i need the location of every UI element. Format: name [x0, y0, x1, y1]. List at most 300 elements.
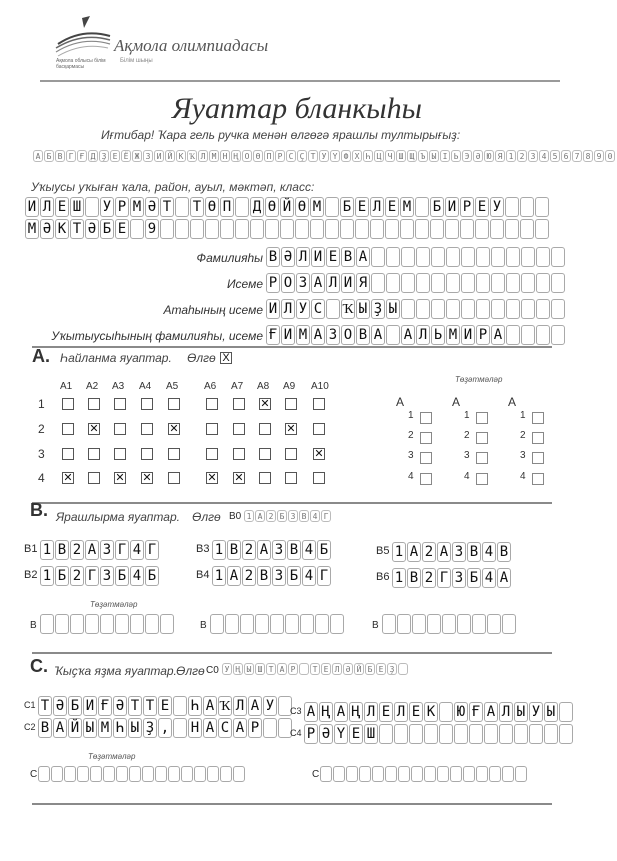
letter-cell[interactable]: 4: [482, 542, 496, 562]
section-c-correction-cells[interactable]: [38, 766, 245, 782]
letter-cell[interactable]: У: [529, 702, 543, 722]
letter-cell[interactable]: [401, 273, 415, 293]
correction-checkbox[interactable]: [420, 473, 432, 485]
letter-cell[interactable]: Л: [40, 197, 54, 217]
letter-cell[interactable]: Ш: [255, 663, 265, 675]
letter-cell[interactable]: [385, 766, 397, 782]
letter-cell[interactable]: [315, 614, 329, 634]
letter-cell[interactable]: [400, 219, 414, 239]
correction-checkbox[interactable]: [420, 452, 432, 464]
letter-cell[interactable]: [194, 766, 206, 782]
letter-cell[interactable]: Е: [326, 247, 340, 267]
school-line-2-cells[interactable]: [25, 219, 549, 239]
letter-cell[interactable]: М: [446, 325, 460, 345]
letter-cell[interactable]: Б: [100, 219, 114, 239]
answer-checkbox[interactable]: [233, 423, 245, 435]
letter-cell[interactable]: У: [490, 197, 504, 217]
letter-cell[interactable]: 1: [392, 542, 406, 562]
answer-checkbox[interactable]: [206, 398, 218, 410]
letter-cell[interactable]: М: [296, 325, 310, 345]
letter-cell[interactable]: Л: [281, 299, 295, 319]
letter-cell[interactable]: [520, 219, 534, 239]
letter-cell[interactable]: Г: [145, 540, 159, 560]
letter-cell[interactable]: Ш: [364, 724, 378, 744]
letter-cell[interactable]: 4: [130, 566, 144, 586]
letter-cell[interactable]: Ә: [113, 696, 127, 716]
letter-cell[interactable]: 9: [145, 219, 159, 239]
letter-cell[interactable]: [505, 197, 519, 217]
letter-cell[interactable]: [551, 247, 565, 267]
letter-cell[interactable]: З: [296, 273, 310, 293]
letter-cell[interactable]: А: [401, 325, 415, 345]
letter-cell[interactable]: 2: [422, 542, 436, 562]
patronymic-cells[interactable]: [266, 299, 565, 319]
answer-checkbox[interactable]: [285, 472, 297, 484]
answer-checkbox[interactable]: [114, 398, 126, 410]
letter-cell[interactable]: Һ: [188, 696, 202, 716]
letter-cell[interactable]: [145, 614, 159, 634]
letter-cell[interactable]: [484, 724, 498, 744]
letter-cell[interactable]: И: [25, 197, 39, 217]
letter-cell[interactable]: [461, 273, 475, 293]
section-b-answer-cells[interactable]: [40, 566, 159, 586]
letter-cell[interactable]: 4: [310, 510, 320, 522]
letter-cell[interactable]: Ь: [431, 325, 445, 345]
letter-cell[interactable]: [129, 766, 141, 782]
letter-cell[interactable]: [401, 247, 415, 267]
answer-checkbox[interactable]: [88, 398, 100, 410]
letter-cell[interactable]: 2: [242, 540, 256, 560]
section-b-answer-cells[interactable]: [40, 540, 159, 560]
letter-cell[interactable]: Й: [280, 197, 294, 217]
letter-cell[interactable]: [401, 299, 415, 319]
letter-cell[interactable]: [491, 273, 505, 293]
letter-cell[interactable]: [476, 247, 490, 267]
letter-cell[interactable]: [250, 219, 264, 239]
answer-checkbox[interactable]: [233, 398, 245, 410]
letter-cell[interactable]: А: [484, 702, 498, 722]
letter-cell[interactable]: Ә: [53, 696, 67, 716]
letter-cell[interactable]: А: [203, 718, 217, 738]
letter-cell[interactable]: [181, 766, 193, 782]
letter-cell[interactable]: М: [130, 197, 144, 217]
section-c-answer-cells[interactable]: [38, 718, 292, 738]
letter-cell[interactable]: Л: [326, 273, 340, 293]
letter-cell[interactable]: Һ: [113, 718, 127, 738]
letter-cell[interactable]: М: [98, 718, 112, 738]
letter-cell[interactable]: В: [299, 510, 309, 522]
letter-cell[interactable]: 4: [130, 540, 144, 560]
correction-checkbox[interactable]: [476, 473, 488, 485]
section-b-answer-cells[interactable]: [392, 568, 511, 588]
section-c-correction-cells[interactable]: [320, 766, 527, 782]
letter-cell[interactable]: Е: [475, 197, 489, 217]
letter-cell[interactable]: [502, 614, 516, 634]
letter-cell[interactable]: Ң: [233, 663, 243, 675]
letter-cell[interactable]: [85, 197, 99, 217]
letter-cell[interactable]: Р: [266, 273, 280, 293]
letter-cell[interactable]: Я: [356, 273, 370, 293]
letter-cell[interactable]: 1: [212, 566, 226, 586]
letter-cell[interactable]: [142, 766, 154, 782]
letter-cell[interactable]: Ы: [544, 702, 558, 722]
letter-cell[interactable]: Ы: [128, 718, 142, 738]
letter-cell[interactable]: [330, 614, 344, 634]
letter-cell[interactable]: [386, 273, 400, 293]
letter-cell[interactable]: 2: [266, 510, 276, 522]
letter-cell[interactable]: Т: [128, 696, 142, 716]
letter-cell[interactable]: 1: [212, 540, 226, 560]
letter-cell[interactable]: [521, 325, 535, 345]
letter-cell[interactable]: [233, 766, 245, 782]
answer-checkbox[interactable]: [62, 398, 74, 410]
letter-cell[interactable]: Б: [430, 197, 444, 217]
letter-cell[interactable]: [551, 325, 565, 345]
answer-checkbox[interactable]: ✕: [142, 471, 152, 484]
letter-cell[interactable]: 3: [452, 542, 466, 562]
letter-cell[interactable]: [90, 766, 102, 782]
letter-cell[interactable]: [551, 299, 565, 319]
letter-cell[interactable]: [535, 219, 549, 239]
letter-cell[interactable]: [235, 219, 249, 239]
letter-cell[interactable]: [310, 219, 324, 239]
letter-cell[interactable]: Ҙ: [387, 663, 397, 675]
letter-cell[interactable]: Г: [317, 566, 331, 586]
answer-checkbox[interactable]: ✕: [234, 471, 244, 484]
letter-cell[interactable]: 4: [482, 568, 496, 588]
letter-cell[interactable]: [521, 299, 535, 319]
letter-cell[interactable]: Р: [476, 325, 490, 345]
answer-checkbox[interactable]: [141, 423, 153, 435]
letter-cell[interactable]: Ғ: [98, 696, 112, 716]
letter-cell[interactable]: [326, 299, 340, 319]
letter-cell[interactable]: [100, 614, 114, 634]
letter-cell[interactable]: [416, 247, 430, 267]
letter-cell[interactable]: [295, 219, 309, 239]
letter-cell[interactable]: И: [266, 299, 280, 319]
letter-cell[interactable]: Д: [250, 197, 264, 217]
letter-cell[interactable]: 2: [70, 566, 84, 586]
letter-cell[interactable]: [340, 219, 354, 239]
letter-cell[interactable]: Р: [304, 724, 318, 744]
letter-cell[interactable]: Ш: [70, 197, 84, 217]
letter-cell[interactable]: [220, 766, 232, 782]
letter-cell[interactable]: 2: [70, 540, 84, 560]
letter-cell[interactable]: В: [38, 718, 52, 738]
letter-cell[interactable]: А: [356, 247, 370, 267]
letter-cell[interactable]: Б: [145, 566, 159, 586]
letter-cell[interactable]: С: [218, 718, 232, 738]
letter-cell[interactable]: [155, 766, 167, 782]
letter-cell[interactable]: В: [227, 540, 241, 560]
letter-cell[interactable]: У: [222, 663, 232, 675]
section-b-answer-cells[interactable]: [392, 542, 511, 562]
letter-cell[interactable]: Ә: [145, 197, 159, 217]
answer-checkbox[interactable]: ✕: [89, 422, 99, 435]
letter-cell[interactable]: А: [85, 540, 99, 560]
letter-cell[interactable]: [370, 219, 384, 239]
answer-checkbox[interactable]: ✕: [169, 422, 179, 435]
letter-cell[interactable]: Б: [467, 568, 481, 588]
letter-cell[interactable]: А: [255, 510, 265, 522]
letter-cell[interactable]: [506, 273, 520, 293]
letter-cell[interactable]: Л: [233, 696, 247, 716]
letter-cell[interactable]: Е: [385, 197, 399, 217]
letter-cell[interactable]: И: [83, 696, 97, 716]
surname-cells[interactable]: [266, 247, 565, 267]
letter-cell[interactable]: [506, 299, 520, 319]
correction-checkbox[interactable]: [532, 432, 544, 444]
letter-cell[interactable]: Й: [68, 718, 82, 738]
letter-cell[interactable]: [160, 614, 174, 634]
letter-cell[interactable]: [409, 724, 423, 744]
letter-cell[interactable]: У: [100, 197, 114, 217]
letter-cell[interactable]: [469, 724, 483, 744]
letter-cell[interactable]: В: [266, 247, 280, 267]
letter-cell[interactable]: Ы: [386, 299, 400, 319]
letter-cell[interactable]: [371, 247, 385, 267]
letter-cell[interactable]: [506, 325, 520, 345]
letter-cell[interactable]: Т: [70, 219, 84, 239]
letter-cell[interactable]: И: [311, 247, 325, 267]
letter-cell[interactable]: [431, 299, 445, 319]
letter-cell[interactable]: [430, 219, 444, 239]
letter-cell[interactable]: [385, 219, 399, 239]
letter-cell[interactable]: А: [437, 542, 451, 562]
letter-cell[interactable]: 1: [40, 540, 54, 560]
letter-cell[interactable]: [355, 219, 369, 239]
answer-checkbox[interactable]: [285, 448, 297, 460]
letter-cell[interactable]: [320, 766, 332, 782]
letter-cell[interactable]: Ө: [295, 197, 309, 217]
letter-cell[interactable]: [551, 273, 565, 293]
letter-cell[interactable]: [476, 299, 490, 319]
letter-cell[interactable]: ,: [158, 718, 172, 738]
letter-cell[interactable]: [489, 766, 501, 782]
letter-cell[interactable]: [55, 614, 69, 634]
section-b-correction-cells[interactable]: [382, 614, 516, 634]
letter-cell[interactable]: [398, 766, 410, 782]
letter-cell[interactable]: [499, 724, 513, 744]
letter-cell[interactable]: [502, 766, 514, 782]
letter-cell[interactable]: А: [257, 540, 271, 560]
letter-cell[interactable]: [506, 247, 520, 267]
letter-cell[interactable]: [220, 219, 234, 239]
letter-cell[interactable]: Т: [310, 663, 320, 675]
letter-cell[interactable]: В: [497, 542, 511, 562]
letter-cell[interactable]: Ы: [83, 718, 97, 738]
section-b-answer-cells[interactable]: [212, 540, 331, 560]
letter-cell[interactable]: 4: [302, 540, 316, 560]
letter-cell[interactable]: Л: [394, 702, 408, 722]
answer-checkbox[interactable]: ✕: [207, 471, 217, 484]
letter-cell[interactable]: О: [341, 325, 355, 345]
answer-checkbox[interactable]: [259, 448, 271, 460]
letter-cell[interactable]: М: [25, 219, 39, 239]
letter-cell[interactable]: [263, 718, 277, 738]
letter-cell[interactable]: К: [55, 219, 69, 239]
letter-cell[interactable]: Г: [321, 510, 331, 522]
letter-cell[interactable]: [536, 247, 550, 267]
letter-cell[interactable]: Ы: [356, 299, 370, 319]
answer-checkbox[interactable]: [285, 398, 297, 410]
letter-cell[interactable]: [300, 614, 314, 634]
letter-cell[interactable]: В: [55, 540, 69, 560]
letter-cell[interactable]: [325, 219, 339, 239]
letter-cell[interactable]: Б: [340, 197, 354, 217]
letter-cell[interactable]: [415, 219, 429, 239]
letter-cell[interactable]: А: [334, 702, 348, 722]
correction-checkbox[interactable]: [532, 452, 544, 464]
letter-cell[interactable]: Ө: [205, 197, 219, 217]
letter-cell[interactable]: [382, 614, 396, 634]
section-c-answer-cells[interactable]: [38, 696, 292, 716]
letter-cell[interactable]: К: [424, 702, 438, 722]
letter-cell[interactable]: Т: [143, 696, 157, 716]
letter-cell[interactable]: [544, 724, 558, 744]
answer-checkbox[interactable]: [259, 423, 271, 435]
letter-cell[interactable]: [280, 219, 294, 239]
letter-cell[interactable]: У: [263, 696, 277, 716]
letter-cell[interactable]: [536, 325, 550, 345]
letter-cell[interactable]: Ң: [319, 702, 333, 722]
letter-cell[interactable]: Н: [188, 718, 202, 738]
letter-cell[interactable]: 3: [288, 510, 298, 522]
letter-cell[interactable]: Б: [287, 566, 301, 586]
letter-cell[interactable]: [559, 724, 573, 744]
letter-cell[interactable]: [38, 766, 50, 782]
letter-cell[interactable]: Е: [355, 197, 369, 217]
letter-cell[interactable]: [160, 219, 174, 239]
letter-cell[interactable]: Ң: [349, 702, 363, 722]
letter-cell[interactable]: [515, 766, 527, 782]
letter-cell[interactable]: [85, 614, 99, 634]
letter-cell[interactable]: Е: [376, 663, 386, 675]
answer-checkbox[interactable]: [206, 423, 218, 435]
letter-cell[interactable]: [490, 219, 504, 239]
letter-cell[interactable]: [398, 663, 408, 675]
letter-cell[interactable]: [505, 219, 519, 239]
letter-cell[interactable]: И: [445, 197, 459, 217]
letter-cell[interactable]: Ә: [40, 219, 54, 239]
answer-checkbox[interactable]: [259, 472, 271, 484]
letter-cell[interactable]: Ә: [85, 219, 99, 239]
letter-cell[interactable]: [529, 724, 543, 744]
letter-cell[interactable]: Ғ: [469, 702, 483, 722]
section-c-answer-cells[interactable]: [304, 702, 573, 722]
letter-cell[interactable]: Р: [248, 718, 262, 738]
section-b-correction-cells[interactable]: [210, 614, 344, 634]
answer-checkbox[interactable]: [313, 423, 325, 435]
letter-cell[interactable]: [445, 219, 459, 239]
school-line-1-cells[interactable]: [25, 197, 549, 217]
letter-cell[interactable]: А: [53, 718, 67, 738]
letter-cell[interactable]: [386, 247, 400, 267]
letter-cell[interactable]: [463, 766, 475, 782]
answer-checkbox[interactable]: [88, 472, 100, 484]
letter-cell[interactable]: [130, 219, 144, 239]
letter-cell[interactable]: [299, 663, 309, 675]
letter-cell[interactable]: [431, 247, 445, 267]
letter-cell[interactable]: П: [220, 197, 234, 217]
letter-cell[interactable]: [285, 614, 299, 634]
letter-cell[interactable]: [536, 273, 550, 293]
letter-cell[interactable]: [70, 614, 84, 634]
letter-cell[interactable]: [103, 766, 115, 782]
letter-cell[interactable]: Б: [55, 566, 69, 586]
letter-cell[interactable]: [454, 724, 468, 744]
letter-cell[interactable]: [460, 219, 474, 239]
letter-cell[interactable]: Т: [190, 197, 204, 217]
letter-cell[interactable]: В: [407, 568, 421, 588]
letter-cell[interactable]: Ғ: [266, 325, 280, 345]
letter-cell[interactable]: [535, 197, 549, 217]
letter-cell[interactable]: [431, 273, 445, 293]
answer-checkbox[interactable]: [168, 448, 180, 460]
letter-cell[interactable]: С: [311, 299, 325, 319]
letter-cell[interactable]: Ҙ: [143, 718, 157, 738]
answer-checkbox[interactable]: ✕: [260, 397, 270, 410]
letter-cell[interactable]: 2: [242, 566, 256, 586]
name-cells[interactable]: [266, 273, 565, 293]
letter-cell[interactable]: В: [341, 247, 355, 267]
letter-cell[interactable]: [265, 219, 279, 239]
letter-cell[interactable]: 4: [302, 566, 316, 586]
letter-cell[interactable]: [255, 614, 269, 634]
answer-checkbox[interactable]: [141, 448, 153, 460]
letter-cell[interactable]: В: [287, 540, 301, 560]
letter-cell[interactable]: [270, 614, 284, 634]
letter-cell[interactable]: [412, 614, 426, 634]
answer-checkbox[interactable]: ✕: [286, 422, 296, 435]
answer-checkbox[interactable]: ✕: [115, 471, 125, 484]
letter-cell[interactable]: И: [461, 325, 475, 345]
letter-cell[interactable]: [450, 766, 462, 782]
letter-cell[interactable]: 3: [100, 566, 114, 586]
letter-cell[interactable]: [446, 299, 460, 319]
letter-cell[interactable]: [476, 273, 490, 293]
letter-cell[interactable]: [416, 299, 430, 319]
letter-cell[interactable]: 2: [422, 568, 436, 588]
letter-cell[interactable]: Г: [85, 566, 99, 586]
letter-cell[interactable]: [472, 614, 486, 634]
answer-checkbox[interactable]: [233, 448, 245, 460]
letter-cell[interactable]: Б: [277, 510, 287, 522]
letter-cell[interactable]: [235, 197, 249, 217]
letter-cell[interactable]: В: [467, 542, 481, 562]
letter-cell[interactable]: Ы: [244, 663, 254, 675]
answer-checkbox[interactable]: ✕: [63, 471, 73, 484]
letter-cell[interactable]: Л: [499, 702, 513, 722]
letter-cell[interactable]: 1: [40, 566, 54, 586]
letter-cell[interactable]: [439, 724, 453, 744]
letter-cell[interactable]: Р: [115, 197, 129, 217]
letter-cell[interactable]: [514, 724, 528, 744]
letter-cell[interactable]: А: [233, 718, 247, 738]
letter-cell[interactable]: Ө: [265, 197, 279, 217]
letter-cell[interactable]: 3: [452, 568, 466, 588]
letter-cell[interactable]: А: [203, 696, 217, 716]
letter-cell[interactable]: [175, 219, 189, 239]
letter-cell[interactable]: Ү: [334, 724, 348, 744]
letter-cell[interactable]: [225, 614, 239, 634]
correction-checkbox[interactable]: [476, 452, 488, 464]
letter-cell[interactable]: А: [371, 325, 385, 345]
letter-cell[interactable]: [205, 219, 219, 239]
letter-cell[interactable]: Й: [354, 663, 364, 675]
answer-checkbox[interactable]: [114, 448, 126, 460]
letter-cell[interactable]: [461, 299, 475, 319]
